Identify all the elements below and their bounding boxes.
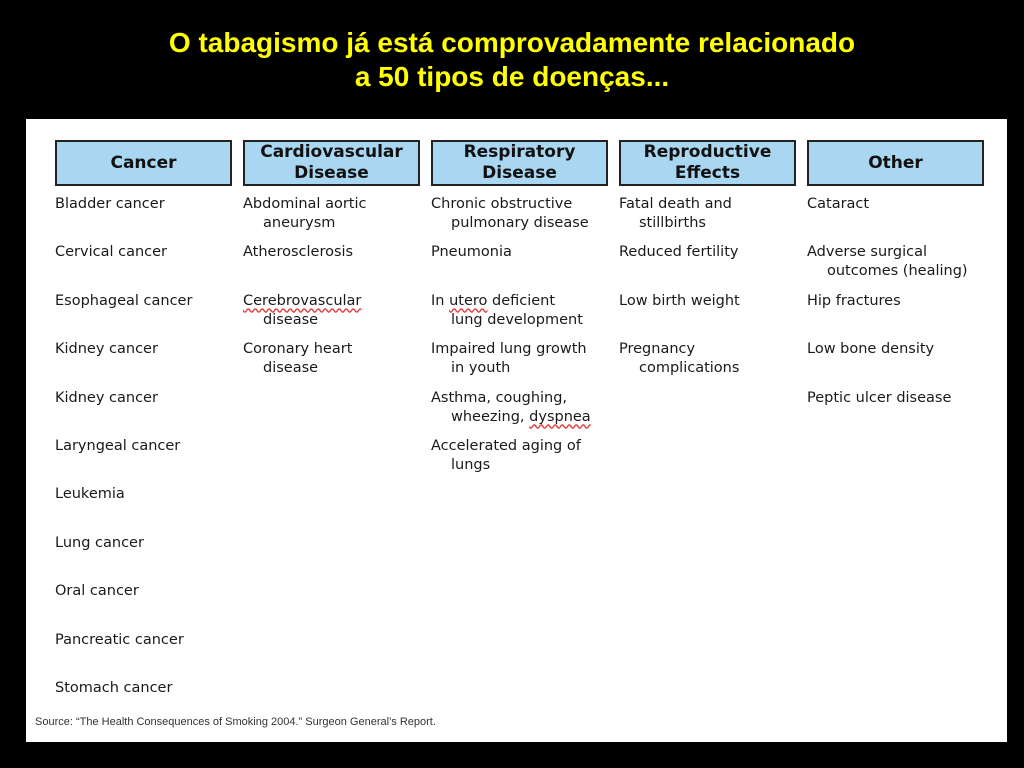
disease-name-continued: stillbirths xyxy=(639,215,706,231)
disease-name: Cervical cancer xyxy=(55,244,168,261)
disease-name: Impaired lung growth xyxy=(431,341,587,358)
column-header-respiratory xyxy=(431,140,608,186)
disease-name-continued: disease xyxy=(263,360,319,377)
column-header-line: Effects xyxy=(674,163,741,183)
column-header-cardiovascular xyxy=(243,140,420,186)
disease-name: Accelerated aging of xyxy=(431,438,581,454)
disease-name: Hip fractures xyxy=(807,292,901,309)
disease-name: Cerebrovascular xyxy=(243,292,362,309)
disease-item xyxy=(807,195,992,214)
disease-name: Pneumonia xyxy=(431,244,512,261)
disease-name: Low birth weight xyxy=(619,292,740,309)
disease-item xyxy=(55,195,240,214)
slide-title-line-1: O tabagismo já está comprovadamente relacionado xyxy=(168,27,856,58)
disease-item xyxy=(55,437,240,456)
column-cardiovascular xyxy=(243,140,424,377)
disease-name: Esophageal cancer xyxy=(55,292,193,309)
column-header-line: Disease xyxy=(482,163,557,183)
disease-item xyxy=(55,485,240,504)
disease-item xyxy=(431,437,616,475)
disease-name: Coronary heart xyxy=(243,341,353,358)
disease-name: Peptic ulcer disease xyxy=(807,389,952,406)
column-reproductive xyxy=(619,140,800,377)
column-header-line: Other xyxy=(868,152,923,173)
disease-name: Adverse surgical xyxy=(807,244,927,261)
disease-name: Abdominal aortic xyxy=(243,196,367,212)
disease-item xyxy=(807,389,992,408)
disease-name-continued: pulmonary disease xyxy=(451,215,589,231)
disease-name: Oral cancer xyxy=(55,583,139,600)
disease-name: Fatal death and xyxy=(619,196,732,212)
disease-item xyxy=(243,243,428,262)
disease-item xyxy=(55,534,240,553)
disease-item xyxy=(431,243,616,262)
disease-name: Atherosclerosis xyxy=(243,244,354,261)
disease-item xyxy=(55,243,240,262)
disease-item xyxy=(55,631,240,650)
disease-name: Laryngeal cancer xyxy=(55,438,181,454)
disease-name-continued: lungs xyxy=(451,457,491,473)
disease-name: Kidney cancer xyxy=(55,389,158,406)
disease-item xyxy=(431,340,616,378)
disease-item xyxy=(807,340,992,359)
column-header-reproductive xyxy=(619,140,796,186)
disease-name-continued: wheezing, dyspnea xyxy=(451,408,591,425)
column-other xyxy=(807,140,988,406)
disease-name: Cataract xyxy=(807,196,870,212)
disease-item xyxy=(243,195,428,233)
disease-item xyxy=(55,292,240,311)
disease-item xyxy=(619,292,804,311)
disease-item xyxy=(55,340,240,359)
disease-name: Asthma, coughing, xyxy=(431,389,568,406)
disease-name: Kidney cancer xyxy=(55,341,158,358)
column-header-line: Cancer xyxy=(110,152,177,173)
disease-item xyxy=(807,292,992,311)
disease-item xyxy=(243,340,428,378)
slide-title xyxy=(0,26,1024,94)
column-header-cancer xyxy=(55,140,232,186)
disease-item xyxy=(619,340,804,378)
disease-item xyxy=(243,292,428,330)
column-header-line: Respiratory xyxy=(463,142,576,162)
disease-name: Leukemia xyxy=(55,486,125,503)
disease-item xyxy=(431,389,616,427)
disease-name-continued: in youth xyxy=(451,360,511,377)
disease-name: Pregnancy xyxy=(619,341,696,358)
column-cancer xyxy=(55,140,236,696)
column-respiratory xyxy=(431,140,612,473)
disease-name-continued: aneurysm xyxy=(263,215,336,231)
disease-name-continued: complications xyxy=(639,360,740,377)
disease-name: Chronic obstructive xyxy=(431,196,573,212)
disease-name: Lung cancer xyxy=(55,534,144,551)
disease-item xyxy=(55,679,240,698)
disease-name-continued: outcomes (healing) xyxy=(827,263,968,280)
disease-item xyxy=(619,195,804,233)
disease-item xyxy=(619,243,804,262)
disease-name-continued: lung development xyxy=(451,311,583,328)
disease-name: In utero deficient xyxy=(431,292,556,309)
disease-item xyxy=(55,582,240,601)
disease-name-continued: disease xyxy=(263,311,319,328)
disease-name: Reduced fertility xyxy=(619,244,739,261)
disease-name: Stomach cancer xyxy=(55,680,173,696)
source-citation: Source: “The Health Consequences of Smoking 2004.” Surgeon General’s Report. xyxy=(35,716,436,728)
disease-item xyxy=(55,389,240,408)
disease-name: Bladder cancer xyxy=(55,196,165,212)
disease-table-panel xyxy=(26,119,1007,742)
column-header-other xyxy=(807,140,984,186)
disease-name: Pancreatic cancer xyxy=(55,631,184,648)
slide-title-line-2: a 50 tipos de doenças... xyxy=(354,61,670,92)
disease-item xyxy=(431,195,616,233)
disease-item xyxy=(431,292,616,330)
disease-name: Low bone density xyxy=(807,341,935,358)
disease-item xyxy=(807,243,992,281)
column-header-line: Cardiovascular xyxy=(260,142,403,162)
column-header-line: Disease xyxy=(294,163,369,183)
column-header-line: Reproductive xyxy=(643,142,772,162)
